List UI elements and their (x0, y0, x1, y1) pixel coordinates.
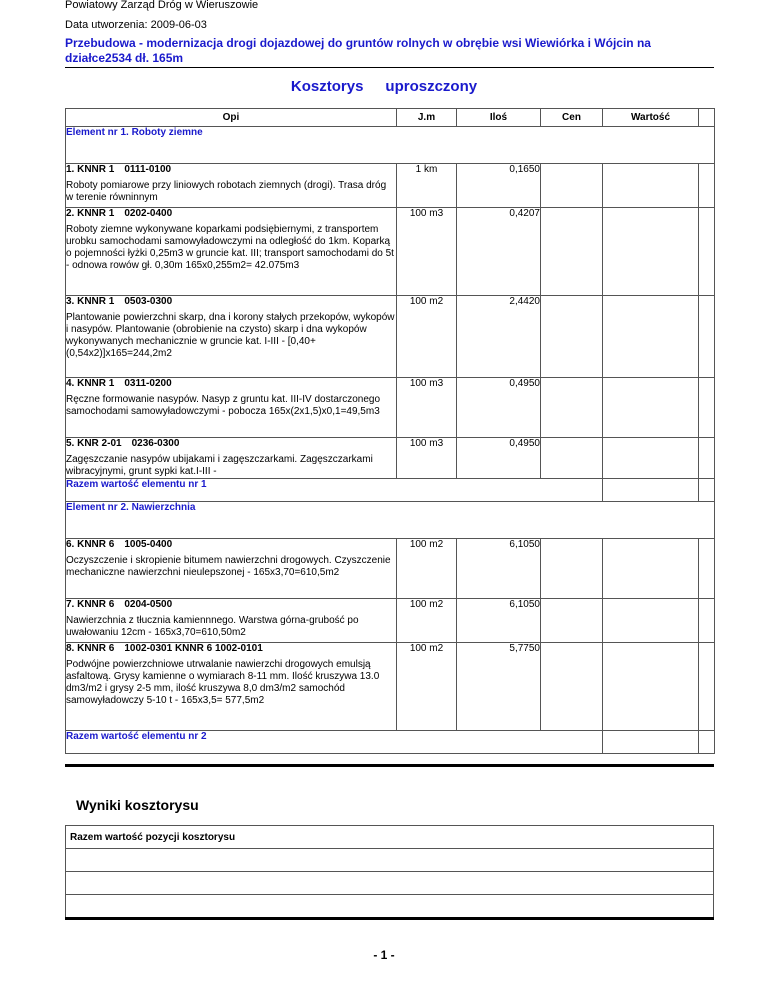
element-label: Element nr 1. Roboty ziemne (66, 127, 715, 164)
item-value (603, 378, 699, 438)
element-sum-label: Razem wartość elementu nr 1 (66, 479, 603, 502)
item-unit: 100 m2 (397, 296, 457, 378)
item-value (603, 208, 699, 296)
header-rule (65, 67, 714, 68)
item-quantity: 0,4950 (457, 378, 541, 438)
item-quantity: 6,1050 (457, 539, 541, 599)
item-unit: 1 km (397, 164, 457, 208)
item-description: Nawierzchnia z tłucznia kamiennnego. Warstwa górna-grubość po uwałowaniu 12cm - 165x3,70=610,50m2 (66, 615, 359, 638)
item-quantity: 5,7750 (457, 643, 541, 731)
item-code: 8. KNNR 6 1002-0301 KNNR 6 1002-0101 (66, 643, 263, 654)
element-row (66, 127, 715, 164)
element-sum-row (66, 731, 715, 754)
creation-date: Data utworzenia: 2009-06-03 (65, 19, 207, 31)
table-row (66, 296, 715, 378)
cost-table (65, 108, 715, 754)
table-row (66, 164, 715, 208)
project-title: Przebudowa - modernizacja drogi dojazdowej do gruntów rolnych w obrębie wsi Wiewiórka i Wójcin na działce2534 dł. 165m (65, 36, 651, 65)
table-row (66, 826, 714, 849)
item-description: Oczyszczenie i skropienie bitumem nawierzchni drogowych. Czyszczenie mechaniczne nawierzchni nieulepszonej - 165x3,70=610,5m2 (66, 555, 391, 578)
item-description-cell (66, 208, 397, 296)
item-code: 1. KNNR 1 0111-0100 (66, 164, 172, 175)
item-description-cell (66, 599, 397, 643)
item-quantity: 2,4420 (457, 296, 541, 378)
item-value (603, 296, 699, 378)
item-unit: 100 m3 (397, 208, 457, 296)
item-description: Roboty ziemne wykonywane koparkami podsiębiernymi, z transportem urobku samochodami samowyładowczymi na odległość do 1km. Koparką o pojemności łyżki 0,25m3 w gruncie kat. III; transport samochodami do 5t - odnowa rowów gł. 0,30m 165x0,255m2= 42.075m3 (66, 224, 394, 271)
col-description-header: Opi (66, 109, 397, 127)
table-row (66, 872, 714, 895)
item-code: 6. KNNR 6 1005-0400 (66, 539, 173, 550)
document-title: Kosztorys uproszczony (290, 78, 478, 95)
item-description: Plantowanie powierzchni skarp, dna i korony stałych przekopów, wykopów i nasypów. Plantowanie (obrobienie na czysto) skarp i dna wykopów wykonywanych mechanicznie w gruncie kat. I-III - [0,40+(0,54x2)]x165=244,2m2 (66, 312, 395, 359)
table-row (66, 895, 714, 919)
item-description-cell (66, 539, 397, 599)
col-value-header: Wartość (603, 109, 699, 127)
table-row (66, 599, 715, 643)
item-price (541, 208, 603, 296)
item-description-cell (66, 643, 397, 731)
item-description: Podwójne powierzchniowe utrwalanie nawierzchi drogowych emulsją asfaltową. Grysy kamienne o wymiarach 8-11 mm. Ilość kruszywa 13.0 dm3/m2 i grysy 2-5 mm, ilość kruszywa 8,0 dm3/m2 samochód samowyładowczy 5-10 t - 165x3,5= 577,5m2 (66, 659, 380, 706)
item-value (603, 438, 699, 479)
item-price (541, 599, 603, 643)
col-qty-header: Iloś (457, 109, 541, 127)
item-unit: 100 m3 (397, 438, 457, 479)
element-sum-value (603, 731, 699, 754)
item-value (603, 539, 699, 599)
item-description-cell (66, 378, 397, 438)
item-code: 7. KNNR 6 0204-0500 (66, 599, 173, 610)
item-unit: 100 m2 (397, 539, 457, 599)
item-value (603, 599, 699, 643)
table-row (66, 643, 715, 731)
item-unit: 100 m2 (397, 643, 457, 731)
item-code: 5. KNR 2-01 0236-0300 (66, 438, 180, 449)
table-end-rule (65, 764, 714, 767)
item-value (603, 643, 699, 731)
results-table (65, 825, 714, 920)
item-price (541, 643, 603, 731)
item-quantity: 6,1050 (457, 599, 541, 643)
item-description-cell (66, 296, 397, 378)
table-row (66, 208, 715, 296)
element-row (66, 502, 715, 539)
item-description-cell (66, 438, 397, 479)
col-unit-header: J.m (397, 109, 457, 127)
item-unit: 100 m3 (397, 378, 457, 438)
item-price (541, 378, 603, 438)
item-price (541, 296, 603, 378)
item-code: 4. KNNR 1 0311-0200 (66, 378, 172, 389)
item-unit: 100 m2 (397, 599, 457, 643)
table-row (66, 438, 715, 479)
item-value (603, 164, 699, 208)
item-price (541, 164, 603, 208)
element-label: Element nr 2. Nawierzchnia (66, 502, 715, 539)
table-row (66, 539, 715, 599)
table-row (66, 849, 714, 872)
item-description-cell (66, 164, 397, 208)
item-description: Zagęszczanie nasypów ubijakami i zagęszczarkami. Zagęszczarkami wibracyjnymi, grunt sypki kat.I-III - (66, 454, 373, 477)
item-description: Ręczne formowanie nasypów. Nasyp z gruntu kat. III-IV dostarczonego samochodami samowyładowczymi - pobocza 165x(2x1,5)x0,1=49,5m3 (66, 394, 381, 417)
element-sum-label: Razem wartość elementu nr 2 (66, 731, 603, 754)
table-header-row (66, 109, 715, 127)
item-description: Roboty pomiarowe przy liniowych robotach ziemnych (drogi). Trasa dróg w terenie równinnym (66, 180, 387, 203)
results-title: Wyniki kosztorysu (76, 797, 199, 813)
results-row-label: Razem wartość pozycji kosztorysu (66, 826, 714, 849)
item-code: 2. KNNR 1 0202-0400 (66, 208, 173, 219)
item-quantity: 0,4950 (457, 438, 541, 479)
page-number: - 1 - (373, 948, 395, 962)
item-quantity: 0,4207 (457, 208, 541, 296)
element-sum-row (66, 479, 715, 502)
col-price-header: Cen (541, 109, 603, 127)
item-quantity: 0,1650 (457, 164, 541, 208)
item-code: 3. KNNR 1 0503-0300 (66, 296, 173, 307)
item-price (541, 438, 603, 479)
item-price (541, 539, 603, 599)
element-sum-value (603, 479, 699, 502)
table-row (66, 378, 715, 438)
